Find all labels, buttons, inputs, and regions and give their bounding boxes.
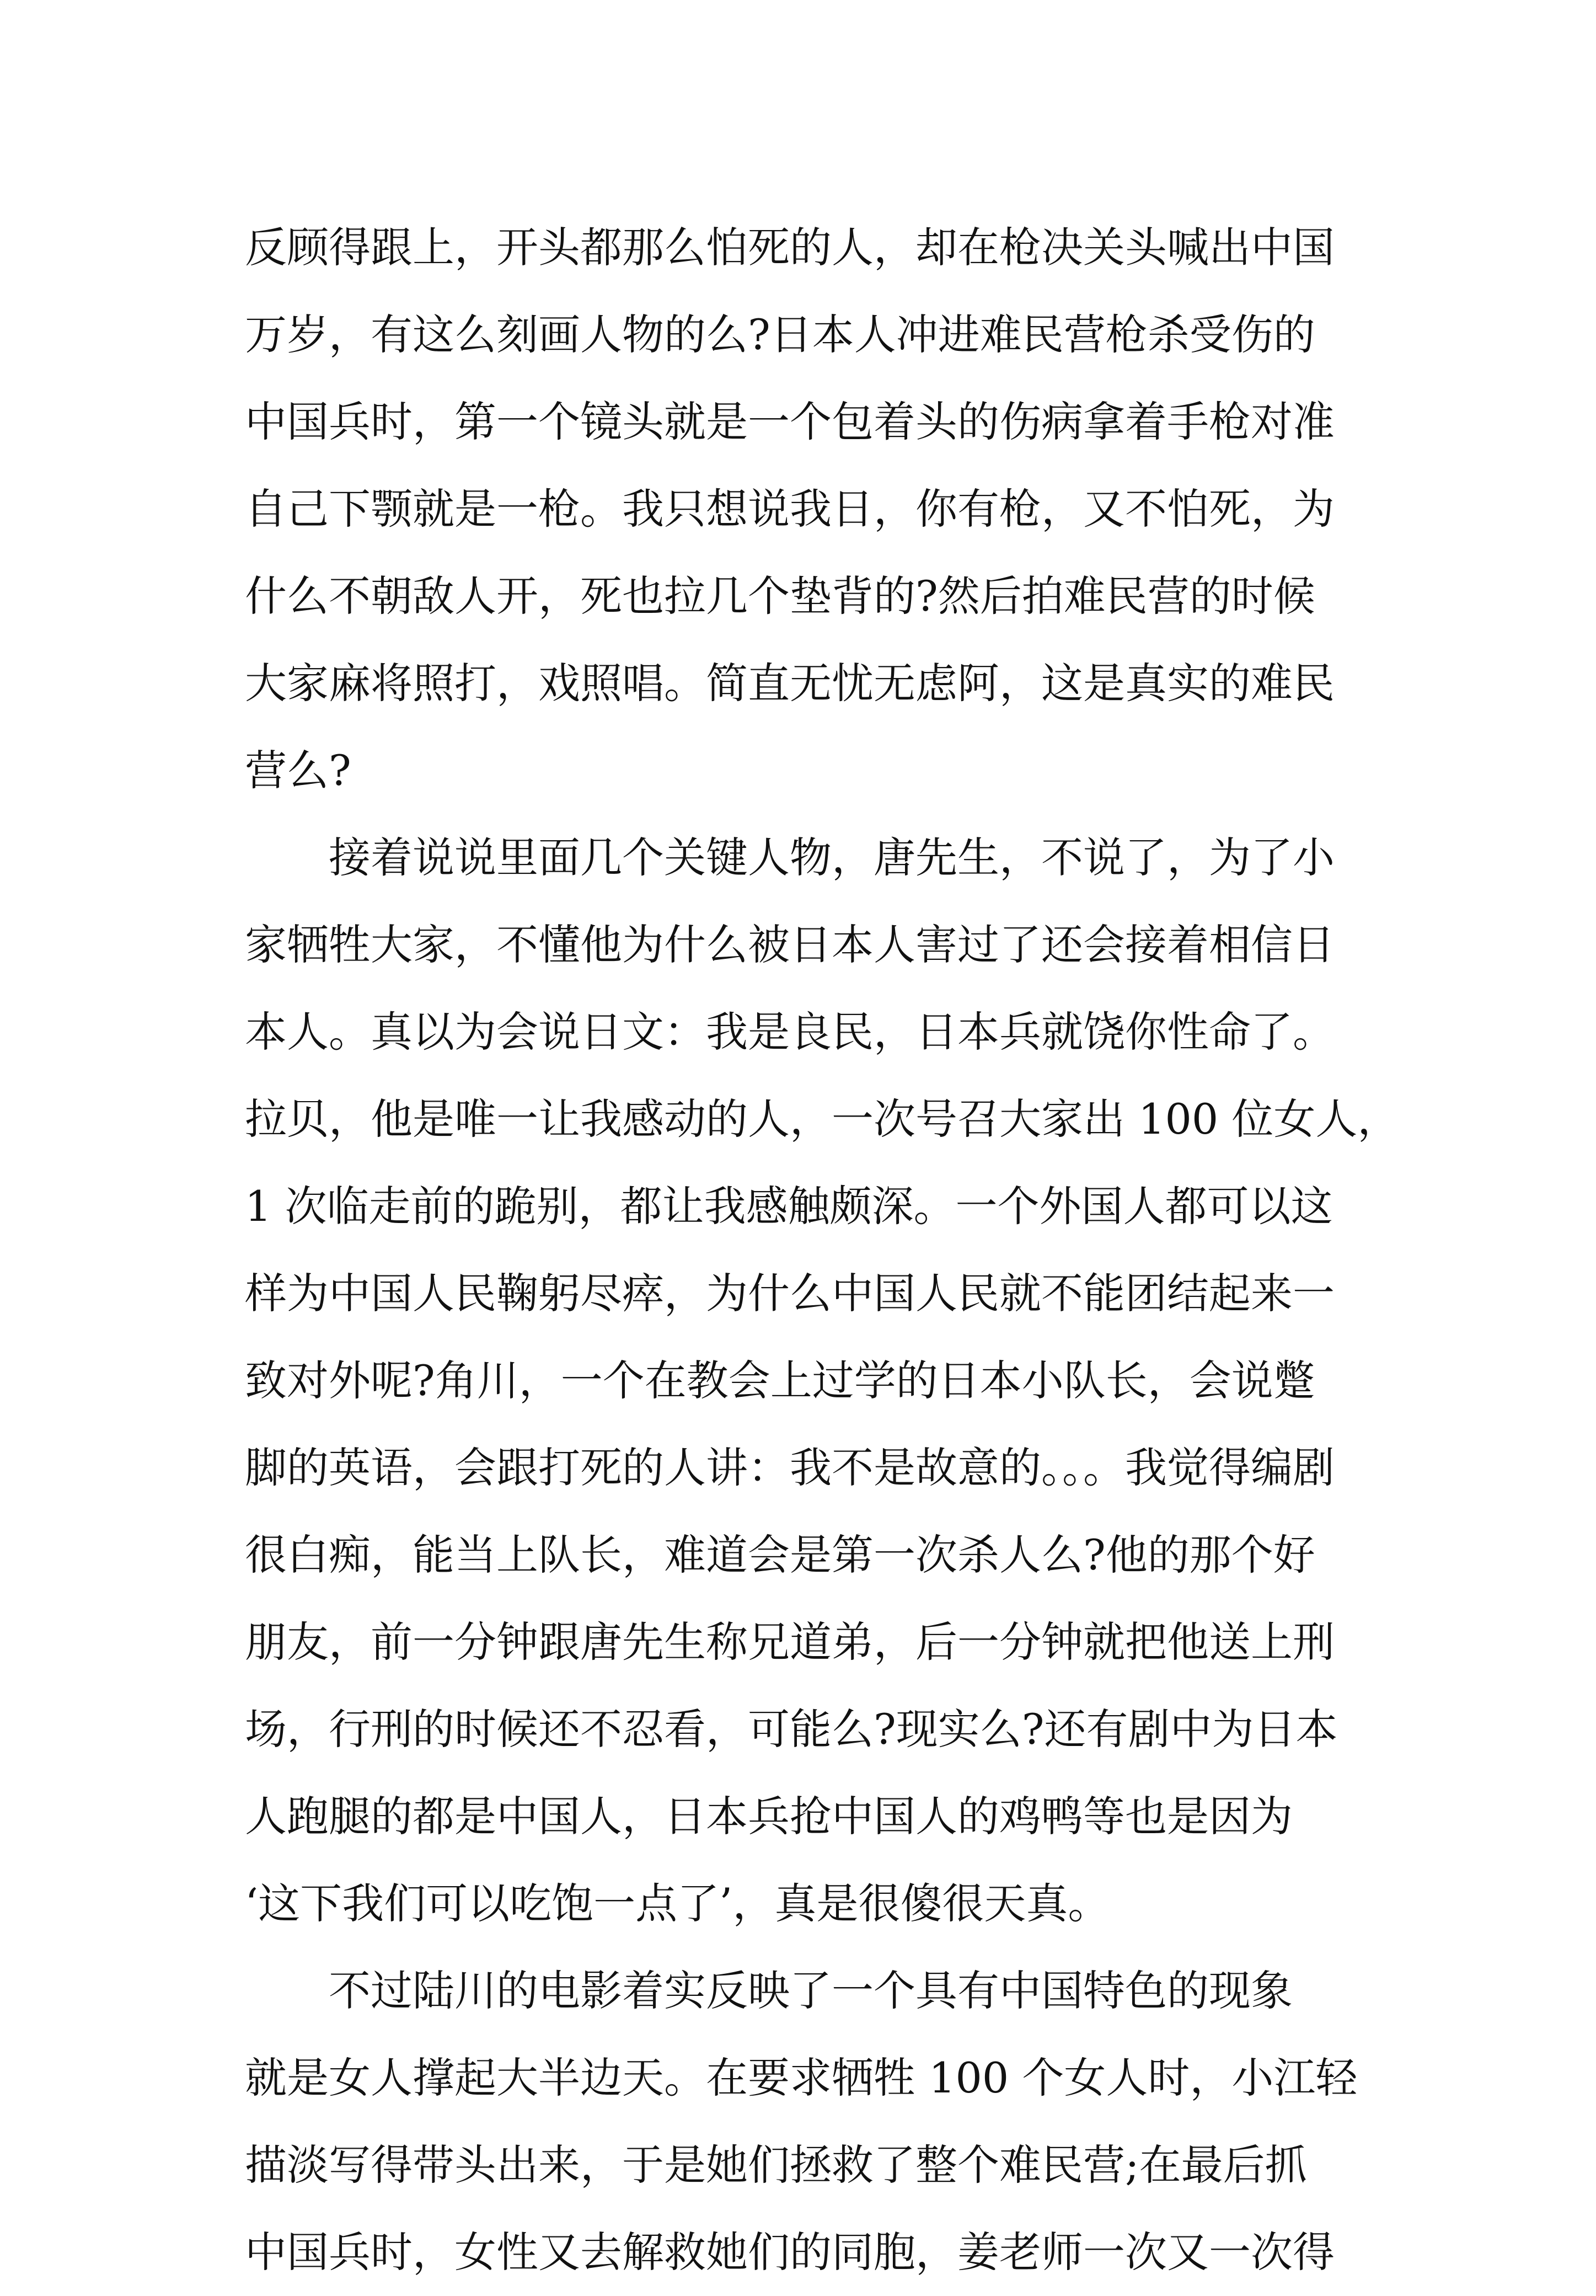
text-line: 中国兵时，第一个镜头就是一个包着头的伤病拿着手枪对准 (245, 397, 1335, 446)
text-line: 中国兵时，女性又去解救她们的同胞，姜老师一次又一次得 (245, 2228, 1335, 2277)
text-line: 家牺牲大家，不懂他为什么被日本人害过了还会接着相信日 (245, 920, 1335, 969)
text-line: 朋友，前一分钟跟唐先生称兄道弟，后一分钟就把他送上刑 (245, 1617, 1335, 1667)
text-line: 反顾得跟上，开头都那么怕死的人，却在枪决关头喊出中国 (245, 223, 1335, 272)
text-line: 1 次临走前的跪别，都让我感触颇深。一个外国人都可以这 (245, 1182, 1333, 1231)
text-line: 不过陆川的电影着实反映了一个具有中国特色的现象 (329, 1966, 1293, 2015)
text-line: ‘这下我们可以吃饱一点了’，真是很傻很天真。 (245, 1879, 1110, 1928)
paragraph-1 (245, 204, 1353, 814)
text-line: 什么不朝敌人开，死也拉几个垫背的?然后拍难民营的时候 (245, 572, 1315, 621)
paragraph-2 (245, 814, 1400, 1947)
text-line: 接着说说里面几个关键人物，唐先生，不说了，为了小 (329, 833, 1335, 882)
text-line: 营么? (245, 746, 351, 795)
text-line: 拉贝，他是唯一让我感动的人，一次号召大家出 100 位女人， (245, 1094, 1400, 1144)
text-line: 样为中国人民鞠躬尽瘁，为什么中国人民就不能团结起来一 (245, 1269, 1335, 1318)
text-line: 大家麻将照打，戏照唱。简直无忧无虑阿，这是真实的难民 (245, 659, 1335, 708)
text-line: 场，行刑的时候还不忍看，可能么?现实么?还有剧中为日本 (245, 1705, 1338, 1754)
text-line: 很白痴，能当上队长，难道会是第一次杀人么?他的那个好 (245, 1530, 1315, 1579)
text-line: 描淡写得带头出来，于是她们拯救了整个难民营;在最后抓 (245, 2140, 1307, 2190)
text-line: 致对外呢?角川，一个在教会上过学的日本小队长，会说蹩 (245, 1356, 1315, 1405)
document-body (245, 204, 1400, 2296)
text-line: 脚的英语，会跟打死的人讲：我不是故意的。。。我觉得编剧 (245, 1443, 1335, 1492)
text-line: 就是女人撑起大半边天。在要求牺牲 100 个女人时，小江轻 (245, 2053, 1358, 2102)
text-line: 本人。真以为会说日文：我是良民，日本兵就饶你性命了。 (245, 1007, 1335, 1056)
text-line: 万岁，有这么刻画人物的么?日本人冲进难民营枪杀受伤的 (245, 310, 1315, 359)
paragraph-3 (245, 1947, 1358, 2296)
text-line: 自己下颚就是一枪。我只想说我日，你有枪，又不怕死，为 (245, 484, 1335, 533)
text-line: 人跑腿的都是中国人，日本兵抢中国人的鸡鸭等也是因为 (245, 1792, 1293, 1841)
